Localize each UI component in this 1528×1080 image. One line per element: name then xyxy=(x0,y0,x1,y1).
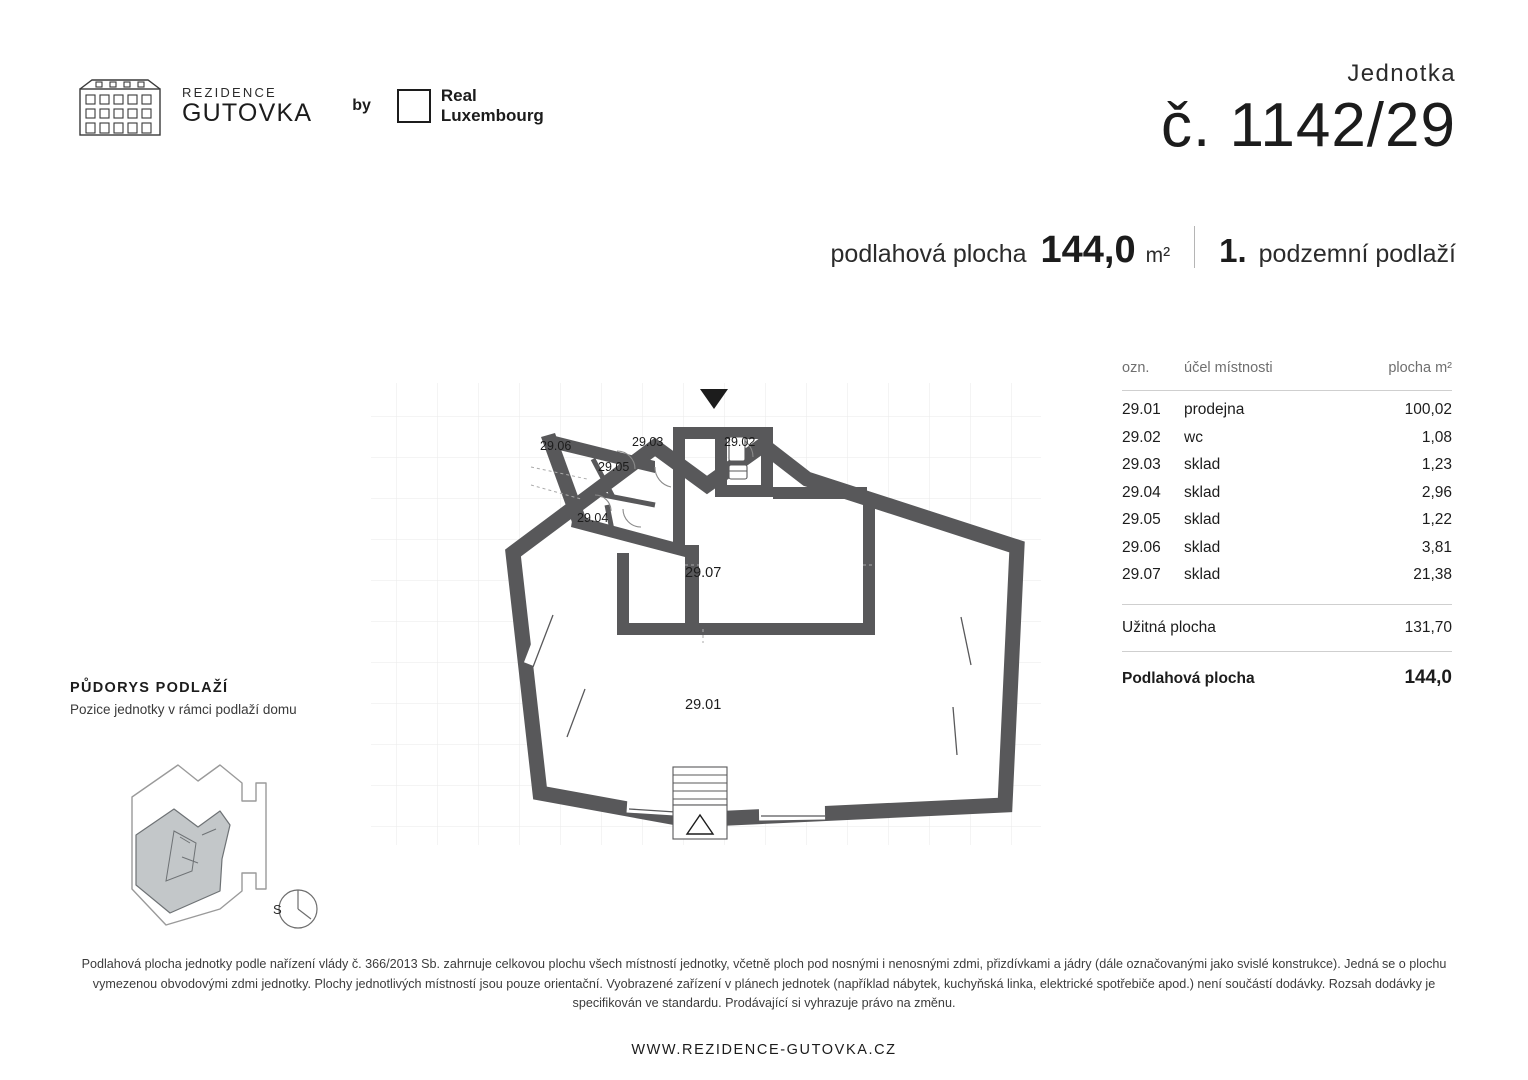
cell-purpose: wc xyxy=(1184,428,1203,446)
table-row xyxy=(1122,401,1452,429)
brand-name-big: GUTOVKA xyxy=(182,99,313,127)
cell-area: 1,22 xyxy=(1421,511,1452,528)
cell-purpose: prodejna xyxy=(1184,401,1245,418)
cell-purpose: sklad xyxy=(1184,566,1221,583)
floorplan xyxy=(355,375,1075,875)
total-area-label: Podlahová plocha xyxy=(1122,669,1255,687)
cell-ozn: 29.07 xyxy=(1122,566,1161,583)
cell-area: 3,81 xyxy=(1421,538,1452,556)
cell-purpose: sklad xyxy=(1184,538,1221,556)
room-label-29-01: 29.01 xyxy=(685,697,722,713)
page-footer xyxy=(0,955,1528,1058)
partner-name-line1: Real xyxy=(440,86,477,106)
brand-name xyxy=(182,86,312,126)
brand-name-small: REZIDENCE xyxy=(182,85,277,100)
cell-purpose: sklad xyxy=(1184,511,1221,528)
website-url[interactable]: WWW.REZIDENCE-GUTOVKA.CZ xyxy=(631,1041,897,1058)
floor-position-subtitle: Pozice jednotky v rámci podlaží domu xyxy=(70,702,297,717)
table-row xyxy=(1122,456,1452,484)
cell-area: 1,23 xyxy=(1421,456,1452,473)
room-label-29-05: 29.05 xyxy=(598,460,630,474)
cell-area: 21,38 xyxy=(1413,566,1452,583)
floorplan-svg xyxy=(355,375,1075,875)
total-area-row xyxy=(1122,652,1452,689)
floor-position-block xyxy=(70,680,350,944)
floor-area-unit: m² xyxy=(1145,244,1171,267)
cell-area: 100,02 xyxy=(1404,401,1452,418)
unit-number: č. 1142/29 xyxy=(1161,91,1456,160)
brand-by-label: by xyxy=(352,97,371,114)
floor-area-value: 144,0 xyxy=(1040,229,1136,271)
cell-ozn: 29.05 xyxy=(1122,511,1161,528)
staircase xyxy=(673,767,727,839)
usable-area-label: Užitná plocha xyxy=(1122,618,1216,636)
cell-ozn: 29.01 xyxy=(1122,401,1161,418)
cell-ozn: 29.02 xyxy=(1122,428,1161,446)
room-label-29-02: 29.02 xyxy=(724,435,756,449)
floor-area-label: podlahová plocha xyxy=(830,240,1027,268)
floor-position-title: PŮDORYS PODLAŽÍ xyxy=(70,680,229,696)
divider xyxy=(1194,226,1195,268)
cell-purpose: sklad xyxy=(1184,483,1221,501)
usable-area-value: 131,70 xyxy=(1404,618,1452,636)
table-row xyxy=(1122,511,1452,539)
svg-text:S: S xyxy=(273,902,282,917)
unit-identification xyxy=(1161,60,1456,161)
legal-disclaimer: Podlahová plocha jednotky podle nařízení vlády č. 366/2013 Sb. zahrnuje celkovou plochu všech místností jednotky, včetně ploch pod nosnými i nenosnými zdmi, přizdívkami a jádry (dále označovanými jako svislé konstrukce). Jedná se o plochu vymezenou obvodovými zdmi jednotky. Plochy jednotlivých místností jsou pouze orientační. Vyobrazené zařízení v plánech jednotek (například nábytek, kuchyňská linka, elektrické spotřebiče apod.) není součástí dodávky. Rozsah dodávky je specifikován ve standardu. Prodávající si vyhrazuje právo na změnu. xyxy=(81,957,1447,1011)
cell-area: 1,08 xyxy=(1421,428,1452,446)
partner-logo xyxy=(397,86,544,125)
column-header-ozn: ozn. xyxy=(1122,360,1150,376)
room-label-29-04: 29.04 xyxy=(577,511,609,525)
partner-name xyxy=(441,86,544,125)
table-row xyxy=(1122,539,1452,567)
page-header xyxy=(0,60,1528,271)
square-outline-icon xyxy=(397,89,431,123)
unit-label: Jednotka xyxy=(1347,60,1456,87)
column-header-purpose: účel místnosti xyxy=(1184,360,1273,376)
room-label-29-06: 29.06 xyxy=(540,439,572,453)
floor-description: podzemní podlaží xyxy=(1258,240,1456,268)
total-area-value: 144,0 xyxy=(1404,666,1452,688)
table-row xyxy=(1122,566,1452,594)
room-label-29-03: 29.03 xyxy=(632,435,664,449)
table-row xyxy=(1122,429,1452,457)
cell-ozn: 29.03 xyxy=(1122,456,1161,473)
cell-ozn: 29.06 xyxy=(1122,538,1161,556)
room-table xyxy=(1122,360,1452,689)
building-icon xyxy=(70,75,170,137)
usable-area-row xyxy=(1122,605,1452,652)
column-header-area: plocha m² xyxy=(1388,360,1452,376)
cell-purpose: sklad xyxy=(1184,456,1221,473)
brand-lockup xyxy=(70,75,544,137)
area-summary xyxy=(831,220,1456,272)
compass-icon xyxy=(273,890,317,928)
partner-name-line2: Luxembourg xyxy=(440,106,544,125)
room-label-29-07: 29.07 xyxy=(685,565,722,581)
table-row xyxy=(1122,484,1452,512)
floor-position-diagram xyxy=(70,739,350,944)
cell-area: 2,96 xyxy=(1421,483,1452,501)
floor-number: 1. xyxy=(1219,232,1247,269)
table-header-row xyxy=(1122,360,1452,391)
table-body xyxy=(1122,391,1452,605)
cell-ozn: 29.04 xyxy=(1122,483,1161,501)
